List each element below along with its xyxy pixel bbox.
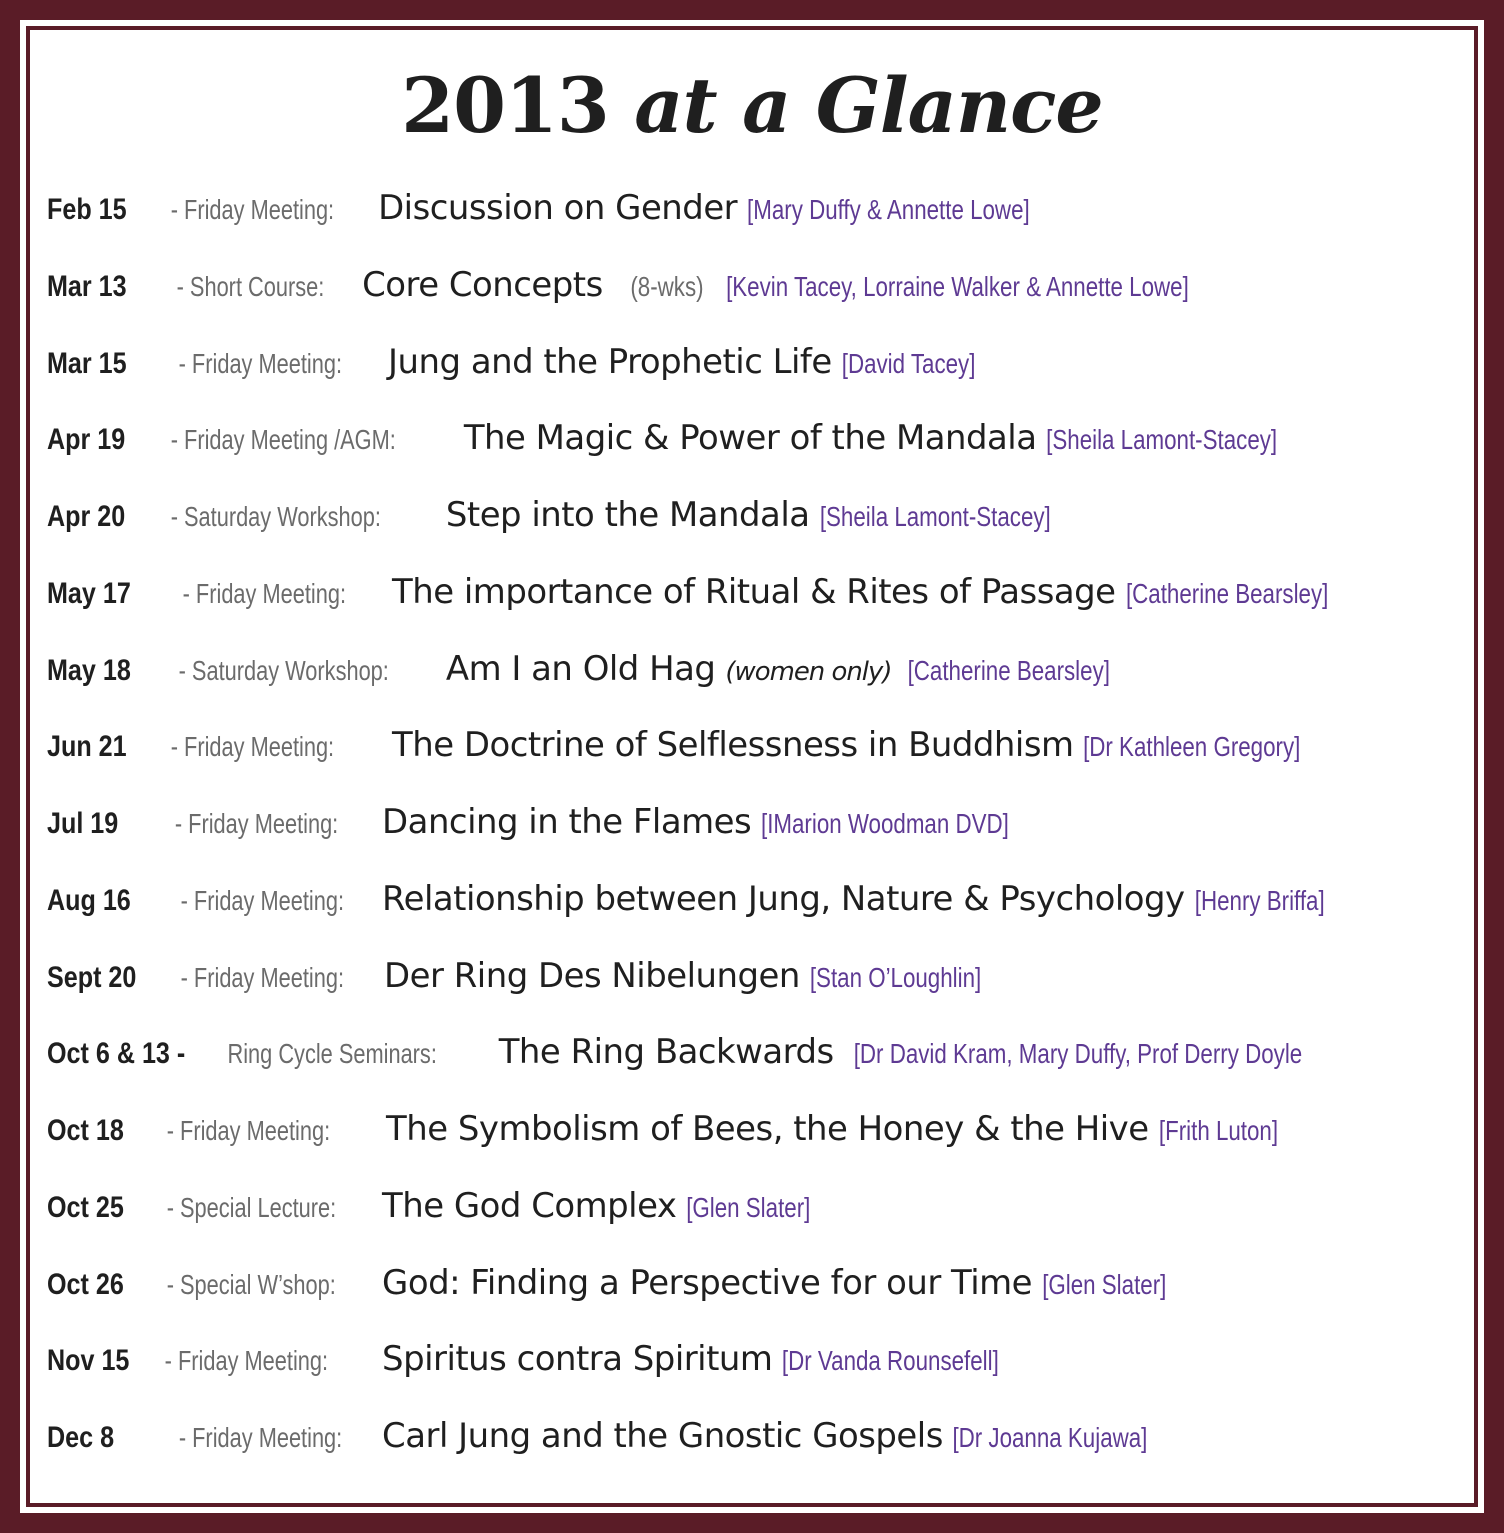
- event-topic: The importance of Ritual & Rites of Passage: [392, 571, 1116, 612]
- event-category: - Friday Meeting:: [180, 884, 345, 916]
- event-date: May 17: [47, 576, 131, 610]
- event-speakers: [Glen Slater]: [686, 1191, 811, 1223]
- event-date: Aug 16: [47, 883, 131, 917]
- event-row: [47, 1029, 1463, 1106]
- event-row: [47, 1260, 1463, 1337]
- event-topic: Dancing in the Flames: [382, 802, 752, 842]
- event-date: Sept 20: [47, 960, 137, 994]
- event-topic: Spiritus contra Spiritum: [382, 1339, 773, 1380]
- event-speakers: [Mary Duffy & Annette Lowe]: [747, 194, 1030, 225]
- event-date: Oct 18: [47, 1114, 124, 1147]
- event-row: [47, 953, 1463, 1030]
- event-category: - Friday Meeting:: [156, 808, 339, 839]
- event-topic: The Doctrine of Selflessness in Buddhism: [392, 725, 1074, 766]
- event-topic: The Magic & Power of the Mandala: [463, 418, 1037, 459]
- event-topic: Discussion on Gender: [378, 188, 738, 228]
- title-italic: at a Glance: [634, 61, 1103, 150]
- event-category: - Friday Meeting:: [164, 194, 335, 225]
- event-speakers: [Henry Briffa]: [1194, 884, 1325, 916]
- event-row: [47, 415, 1463, 492]
- event-topic: The Symbolism of Bees, the Honey & the Hive: [386, 1109, 1149, 1149]
- schedule-panel: [20, 20, 1484, 1513]
- event-category: - Friday Meeting:: [160, 1422, 343, 1453]
- event-audience-note: (women only): [725, 656, 892, 687]
- event-category: - Friday Meeting:: [164, 731, 335, 763]
- event-topic: Der Ring Des Nibelungen: [384, 955, 800, 996]
- event-speakers: [Sheila Lamont-Stacey]: [819, 501, 1051, 532]
- event-row: [47, 1183, 1463, 1260]
- event-category: Ring Cycle Seminars:: [227, 1038, 437, 1070]
- event-topic: Relationship between Jung, Nature & Psychology: [382, 878, 1185, 919]
- event-speakers: [Dr Vanda Rounsefell]: [782, 1345, 1000, 1377]
- event-row: [47, 1106, 1463, 1183]
- event-row: [47, 646, 1463, 723]
- event-speakers: [Glen Slater]: [1042, 1268, 1167, 1300]
- event-date: Jul 19: [47, 807, 119, 840]
- event-date: May 18: [47, 653, 131, 687]
- event-topic: Am I an Old Hag: [445, 648, 716, 689]
- event-topic: Step into the Mandala: [445, 495, 810, 535]
- event-date: Jun 21: [47, 730, 127, 764]
- event-date: Oct 26: [47, 1267, 124, 1301]
- event-row: [47, 492, 1463, 569]
- event-category: - Friday Meeting:: [182, 577, 347, 609]
- event-topic: Core Concepts: [362, 264, 603, 305]
- event-category: - Special W’shop:: [160, 1268, 336, 1300]
- event-speakers: [Catherine Bearsley]: [1125, 577, 1328, 609]
- event-row: [47, 1336, 1463, 1413]
- event-speakers: [Sheila Lamont-Stacey]: [1046, 424, 1278, 456]
- event-category: - Friday Meeting:: [164, 1345, 329, 1377]
- event-date: Apr 20: [47, 500, 126, 533]
- event-category: - Friday Meeting /AGM:: [164, 424, 396, 456]
- event-category: - Short Course:: [176, 270, 325, 302]
- event-category: - Special Lecture:: [160, 1191, 337, 1223]
- event-row: [47, 339, 1463, 416]
- event-date: Mar 13: [47, 269, 127, 303]
- event-list: [47, 185, 1467, 1490]
- event-date: Oct 6 & 13 -: [47, 1037, 186, 1071]
- event-speakers: [Dr Joanna Kujawa]: [952, 1422, 1148, 1453]
- event-date: Mar 15: [47, 346, 127, 380]
- event-row: [47, 262, 1463, 339]
- title-year: 2013: [401, 61, 609, 150]
- event-topic: The God Complex: [382, 1185, 677, 1226]
- event-speakers: [David Tacey]: [841, 347, 976, 379]
- event-speakers: [IMarion Woodman DVD]: [761, 808, 1009, 839]
- event-duration-note: (8-wks): [630, 270, 704, 302]
- event-category: - Friday Meeting:: [178, 347, 343, 379]
- event-date: Oct 25: [47, 1190, 124, 1224]
- event-category: - Friday Meeting:: [180, 961, 345, 993]
- event-date: Dec 8: [47, 1421, 115, 1454]
- event-topic: God: Finding a Perspective for our Time: [382, 1262, 1033, 1303]
- event-row: [47, 876, 1463, 953]
- event-speakers: [Catherine Bearsley]: [907, 654, 1110, 686]
- event-topic: Carl Jung and the Gnostic Gospels: [382, 1416, 943, 1456]
- event-speakers: [Stan O’Loughlin]: [809, 961, 982, 993]
- event-category: - Saturday Workshop:: [164, 501, 381, 532]
- event-speakers: [Dr Kathleen Gregory]: [1083, 731, 1301, 763]
- event-row: [47, 722, 1463, 799]
- event-date: Apr 19: [47, 423, 126, 457]
- event-category: - Saturday Workshop:: [178, 654, 389, 686]
- event-date: Feb 15: [47, 193, 127, 226]
- event-speakers: [Frith Luton]: [1158, 1115, 1278, 1146]
- event-category: - Friday Meeting:: [160, 1115, 331, 1146]
- page-title: [20, 61, 1484, 150]
- event-topic: Jung and the Prophetic Life: [388, 341, 832, 382]
- event-row: [47, 569, 1463, 646]
- event-row: [47, 799, 1463, 876]
- event-row: [47, 185, 1463, 262]
- event-topic: The Ring Backwards: [498, 1032, 834, 1073]
- event-row: [47, 1413, 1463, 1490]
- event-date: Nov 15: [47, 1344, 130, 1378]
- event-speakers: [Dr David Kram, Mary Duffy, Prof Derry Doyle: [853, 1038, 1303, 1070]
- event-speakers: [Kevin Tacey, Lorraine Walker & Annette Lowe]: [726, 270, 1190, 302]
